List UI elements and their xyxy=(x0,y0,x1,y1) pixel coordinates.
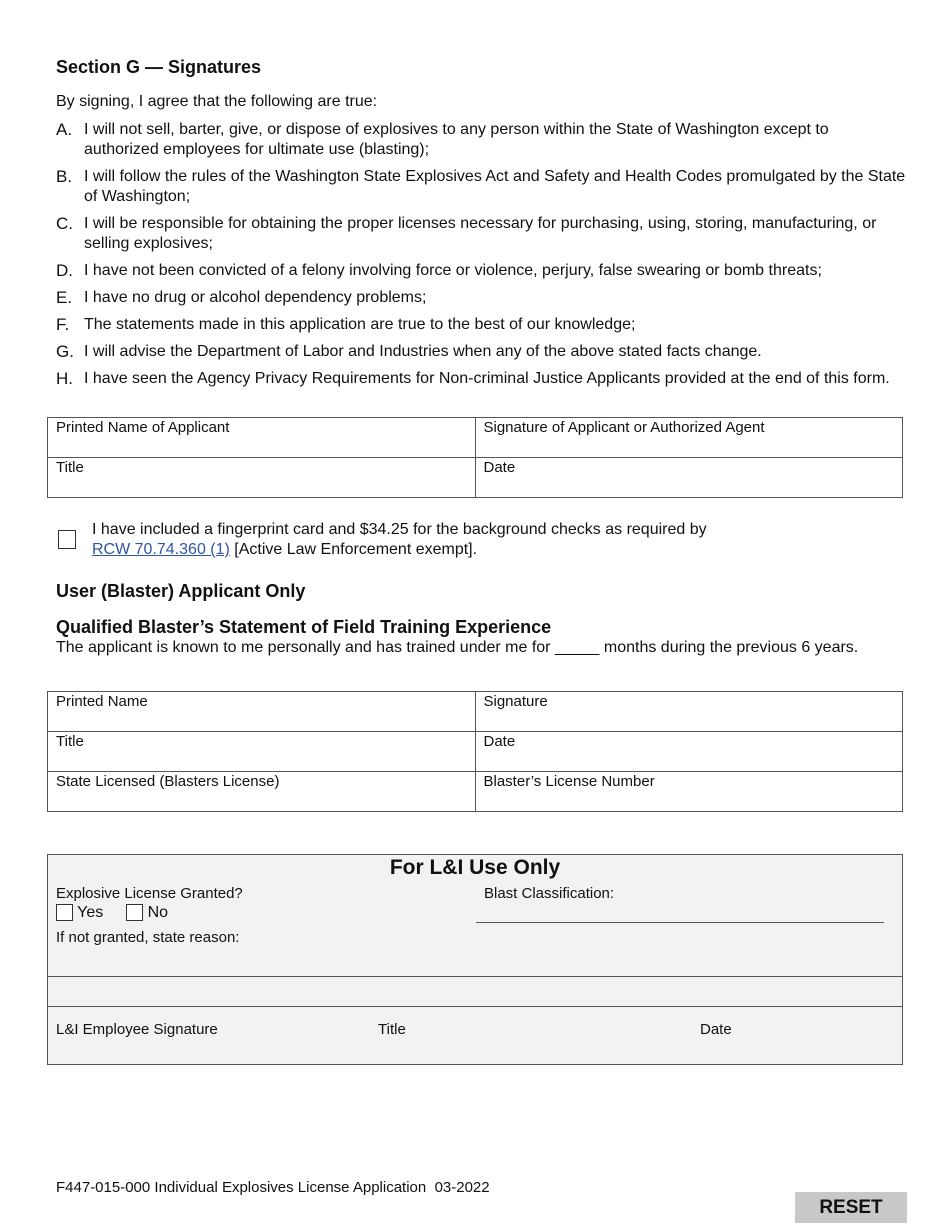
item-letter: D. xyxy=(56,261,73,280)
employee-date-label: Date xyxy=(700,1021,732,1038)
blaster-date-field[interactable] xyxy=(475,732,903,772)
blaster-printed-name-field[interactable] xyxy=(48,692,476,732)
employee-title-label: Title xyxy=(378,1021,406,1038)
section-g-intro: By signing, I agree that the following are true: xyxy=(56,93,378,110)
field-training-heading: Qualified Blaster’s Statement of Field Training Experience xyxy=(56,617,552,637)
not-granted-reason-label: If not granted, state reason: xyxy=(56,929,240,946)
item-text: I will not sell, barter, give, or dispose of explosives to any person within the State of Washington except to authorized employees for ultimate use (blasting); xyxy=(84,121,829,158)
item-text: I have seen the Agency Privacy Requirements for Non-criminal Justice Applicants provided at the end of this form. xyxy=(84,370,890,387)
li-use-only-box xyxy=(47,854,903,1065)
reset-button[interactable]: RESET xyxy=(795,1192,907,1223)
blast-classification-input[interactable] xyxy=(476,922,884,923)
item-letter: H. xyxy=(56,369,73,388)
item-letter: G. xyxy=(56,342,74,361)
agreement-item-h xyxy=(56,369,906,389)
agreement-item-c xyxy=(56,214,906,254)
field-training-statement: The applicant is known to me personally and has trained under me for _____ months during the previous 6 years. xyxy=(56,639,859,656)
blaster-signature-field[interactable] xyxy=(475,692,903,732)
rcw-link[interactable]: RCW 70.74.360 (1) xyxy=(92,541,230,558)
granted-no-checkbox[interactable] xyxy=(126,904,143,921)
applicant-signature-field[interactable] xyxy=(475,418,903,458)
li-use-title: For L&I Use Only xyxy=(389,856,561,879)
granted-yes-checkbox[interactable] xyxy=(56,904,73,921)
form-identifier: F447-015-000 Individual Explosives License Application 03-2022 xyxy=(56,1179,490,1196)
blaster-heading: User (Blaster) Applicant Only xyxy=(56,581,306,601)
item-letter: B. xyxy=(56,167,73,186)
employee-signature-label: L&I Employee Signature xyxy=(56,1021,218,1038)
applicant-signature-table xyxy=(47,417,903,498)
item-text: The statements made in this application are true to the best of our knowledge; xyxy=(84,316,636,333)
license-granted-options xyxy=(56,904,168,922)
item-letter: E. xyxy=(56,288,73,307)
field-label: Signature of Applicant or Authorized Agent xyxy=(483,419,765,436)
field-label: Date xyxy=(483,459,516,476)
item-letter: A. xyxy=(56,120,73,139)
field-label: Date xyxy=(483,733,516,750)
item-text: I will advise the Department of Labor and Industries when any of the above stated facts change. xyxy=(84,343,762,360)
blaster-signature-table xyxy=(47,691,903,812)
agreement-item-d xyxy=(56,261,906,281)
field-label: Blaster’s License Number xyxy=(483,773,655,790)
granted-no-label: No xyxy=(147,904,169,921)
fingerprint-text: I have included a fingerprint card and $34.25 for the background checks as required by xyxy=(92,521,707,538)
agreement-item-e xyxy=(56,288,906,308)
granted-yes-label: Yes xyxy=(77,904,104,921)
item-text: I will follow the rules of the Washington State Explosives Act and Safety and Health Codes promulgated by the State of Washington; xyxy=(84,168,906,205)
field-label: Printed Name of Applicant xyxy=(56,419,230,436)
agreement-item-b xyxy=(56,167,906,207)
applicant-title-field[interactable] xyxy=(48,458,476,498)
agreement-list xyxy=(56,120,906,396)
section-g-title: Section G — Signatures xyxy=(56,57,262,77)
field-label: Title xyxy=(56,733,84,750)
reason-input[interactable] xyxy=(48,977,902,1005)
item-text: I have no drug or alcohol dependency problems; xyxy=(84,289,427,306)
applicant-printed-name-field[interactable] xyxy=(48,418,476,458)
field-label: Title xyxy=(56,459,84,476)
item-letter: F. xyxy=(56,315,70,334)
fingerprint-statement xyxy=(92,520,892,560)
item-letter: C. xyxy=(56,214,73,233)
field-label: Printed Name xyxy=(56,693,148,710)
license-granted-label: Explosive License Granted? xyxy=(56,885,243,902)
blaster-title-field[interactable] xyxy=(48,732,476,772)
field-label: State Licensed (Blasters License) xyxy=(56,773,280,790)
fingerprint-exempt-text: [Active Law Enforcement exempt]. xyxy=(234,541,478,558)
item-text: I have not been convicted of a felony involving force or violence, perjury, false swearing or bomb threats; xyxy=(84,262,822,279)
state-licensed-field[interactable] xyxy=(48,772,476,812)
field-label: Signature xyxy=(483,693,548,710)
blast-classification-label: Blast Classification: xyxy=(484,885,615,902)
agreement-item-a xyxy=(56,120,906,160)
applicant-date-field[interactable] xyxy=(475,458,903,498)
item-text: I will be responsible for obtaining the proper licenses necessary for purchasing, using, storing, manufacturing, or selling explosives; xyxy=(84,215,877,252)
divider xyxy=(48,1006,902,1007)
agreement-item-g xyxy=(56,342,906,362)
fingerprint-checkbox[interactable] xyxy=(58,530,76,549)
agreement-item-f xyxy=(56,315,906,335)
blaster-license-number-field[interactable] xyxy=(475,772,903,812)
